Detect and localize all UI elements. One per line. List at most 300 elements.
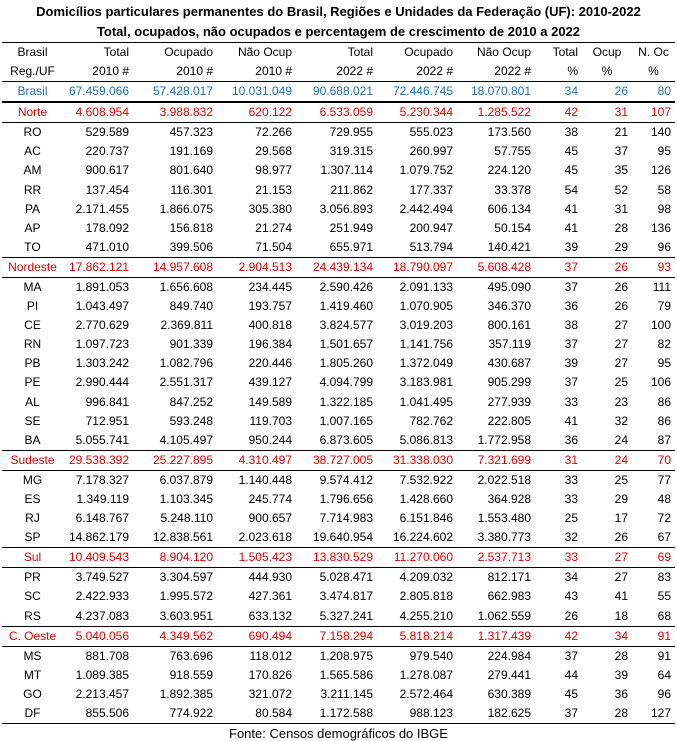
table-row <box>2 568 675 588</box>
table-cell: 39 <box>614 667 628 682</box>
row-label-cell: CE <box>24 318 41 333</box>
table-cell: 191.169 <box>169 144 213 159</box>
row-label-cell: Sudeste <box>2 450 63 470</box>
row-label-cell: MG <box>22 472 43 487</box>
table-cell: 19.640.954 <box>312 530 373 545</box>
col-header: Reg./UF <box>2 62 63 82</box>
table-cell: 83 <box>657 570 671 585</box>
table-cell: 439.127 <box>248 375 292 390</box>
table-cell: 1.892.385 <box>159 686 213 701</box>
table-row <box>2 528 675 548</box>
table-cell: 119.703 <box>249 413 292 428</box>
table-cell: 7.714.983 <box>319 511 373 526</box>
table-cell: 1.082.796 <box>159 356 213 371</box>
table-cell: 6.151.846 <box>399 511 453 526</box>
table-cell: 1.796.656 <box>319 492 373 507</box>
table-cell: 1.062.559 <box>477 608 531 623</box>
table-cell: 399.506 <box>169 239 213 254</box>
table-cell: 21.153 <box>255 182 292 197</box>
table-cell: 67 <box>657 530 671 545</box>
row-label-cell: C. Oeste <box>2 626 63 646</box>
table-cell: 96 <box>657 686 671 701</box>
table-cell: 277.939 <box>487 394 531 409</box>
table-cell: 1.089.385 <box>75 667 129 682</box>
col-header: Não Ocup <box>217 43 296 63</box>
table-cell: 3.019.203 <box>399 318 453 333</box>
table-cell: 3.183.981 <box>399 375 453 390</box>
table-cell: 800.161 <box>487 318 531 333</box>
table-cell: 513.794 <box>409 239 453 254</box>
table-cell: 6.533.059 <box>296 102 377 123</box>
table-cell: 86 <box>657 413 671 428</box>
col-header: % <box>535 62 582 82</box>
table-cell: 29.538.392 <box>63 450 133 470</box>
table-cell: 988.123 <box>377 704 457 724</box>
table-cell: 444.930 <box>248 570 292 585</box>
data-table <box>2 42 675 724</box>
table-cell: 12.838.561 <box>152 530 213 545</box>
table-cell: 44 <box>564 667 578 682</box>
row-label-cell: AM <box>23 163 42 178</box>
table-cell: 1.070.905 <box>399 299 453 314</box>
table-cell: 41 <box>564 220 578 235</box>
table-cell: 430.687 <box>487 356 531 371</box>
row-label-cell: ES <box>24 492 41 507</box>
table-cell: 100 <box>650 318 671 333</box>
col-header: 2010 # <box>63 62 133 82</box>
table-cell: 48 <box>657 492 671 507</box>
table-cell: 41 <box>564 413 578 428</box>
table-cell: 26 <box>582 82 632 103</box>
table-cell: 26 <box>614 299 628 314</box>
table-cell: 7.321.699 <box>457 450 535 470</box>
table-cell: 529.589 <box>85 125 129 140</box>
table-cell: 1.656.608 <box>159 279 213 294</box>
table-cell: 96 <box>657 239 671 254</box>
table-cell: 6.148.767 <box>75 511 129 526</box>
table-row <box>2 180 675 199</box>
table-cell: 17 <box>614 511 628 526</box>
table-cell: 80.584 <box>217 704 296 724</box>
table-cell: 137.454 <box>85 182 129 197</box>
table-cell: 10.031.049 <box>217 82 296 103</box>
table-cell: 3.749.527 <box>75 570 129 585</box>
col-header: 2022 # <box>457 62 535 82</box>
table-cell: 26 <box>582 257 632 277</box>
col-header: 2010 # <box>217 62 296 82</box>
table-cell: 979.540 <box>409 648 453 663</box>
table-cell: 2.572.464 <box>399 686 453 701</box>
brasil-row <box>2 82 675 103</box>
table-cell: 79 <box>657 299 671 314</box>
table-cell: 918.559 <box>169 667 213 682</box>
table-cell: 4.105.497 <box>159 432 213 447</box>
table-cell: 1.278.087 <box>399 667 453 682</box>
table-cell: 29 <box>614 239 628 254</box>
col-header: % <box>632 62 675 82</box>
table-cell: 93 <box>632 257 675 277</box>
header-row-1 <box>2 43 675 63</box>
table-cell: 86 <box>657 394 671 409</box>
table-cell: 37 <box>535 704 582 724</box>
table-cell: 346.370 <box>487 299 531 314</box>
table-cell: 33 <box>564 492 578 507</box>
table-cell: 234.445 <box>248 279 292 294</box>
table-cell: 39 <box>564 356 578 371</box>
table-cell: 127 <box>632 704 675 724</box>
table-cell: 126 <box>650 163 671 178</box>
table-cell: 2.551.317 <box>159 375 213 390</box>
table-cell: 1.349.119 <box>76 492 129 507</box>
table-cell: 182.625 <box>457 704 535 724</box>
table-cell: 13.830.529 <box>296 548 377 568</box>
col-header: Brasil <box>2 43 63 63</box>
table-row <box>2 123 675 143</box>
table-row <box>2 470 675 490</box>
row-label-cell: RS <box>24 608 41 623</box>
table-row <box>2 490 675 509</box>
table-cell: 1.419.460 <box>319 299 373 314</box>
region-row <box>2 102 675 123</box>
table-cell: 14.862.179 <box>68 530 129 545</box>
col-header: Total <box>535 43 582 63</box>
row-label-cell: BA <box>24 432 41 447</box>
table-cell: 18.070.801 <box>457 82 535 103</box>
table-row <box>2 412 675 431</box>
table-cell: 3.056.893 <box>319 201 373 216</box>
table-cell: 305.380 <box>248 201 292 216</box>
table-cell: 729.955 <box>329 125 373 140</box>
table-cell: 70 <box>632 450 675 470</box>
table-cell: 251.949 <box>329 220 373 235</box>
table-cell: 33 <box>564 394 578 409</box>
table-cell: 4.237.083 <box>75 608 129 623</box>
table-cell: 45 <box>564 686 578 701</box>
table-cell: 7.178.327 <box>75 472 129 487</box>
table-cell: 149.589 <box>248 394 292 409</box>
region-row <box>2 626 675 646</box>
col-header: Ocupado <box>377 43 457 63</box>
table-cell: 38 <box>564 125 578 140</box>
row-label-cell: PB <box>24 356 41 371</box>
table-cell: 24.439.134 <box>296 257 377 277</box>
table-body <box>2 82 675 724</box>
table-cell: 21 <box>614 125 628 140</box>
table-row <box>2 219 675 238</box>
col-header: Total <box>63 43 133 63</box>
row-label-cell: PR <box>24 570 41 585</box>
row-label-cell: GO <box>23 686 42 701</box>
table-cell: 140.421 <box>487 239 531 254</box>
table-cell: 3.211.145 <box>320 686 373 701</box>
table-cell: 7.532.922 <box>399 472 453 487</box>
table-cell: 118.012 <box>249 648 292 663</box>
table-cell: 32 <box>564 530 578 545</box>
table-cell: 91 <box>657 648 671 663</box>
table-cell: 27 <box>614 356 628 371</box>
table-cell: 39 <box>564 239 578 254</box>
table-cell: 2.091.133 <box>399 279 453 294</box>
table-cell: 1.772.958 <box>477 432 531 447</box>
table-cell: 173.560 <box>487 125 531 140</box>
row-label-cell: AC <box>24 144 41 159</box>
table-cell: 1.307.114 <box>320 163 373 178</box>
table-cell: 29 <box>614 492 628 507</box>
table-cell: 5.327.241 <box>319 608 373 623</box>
table-cell: 782.762 <box>409 413 453 428</box>
table-row <box>2 316 675 335</box>
table-cell: 220.737 <box>85 144 129 159</box>
row-label-cell: Norte <box>2 102 63 123</box>
table-cell: 36 <box>564 299 578 314</box>
table-row <box>2 704 675 724</box>
table-cell: 37 <box>614 144 628 159</box>
table-cell: 1.007.165 <box>319 413 373 428</box>
table-cell: 91 <box>632 626 675 646</box>
table-row <box>2 161 675 180</box>
col-header: Não Ocup <box>457 43 535 63</box>
table-row <box>2 297 675 316</box>
table-cell: 36 <box>564 432 578 447</box>
table-row <box>2 373 675 392</box>
table-cell: 72 <box>657 511 671 526</box>
col-header: Ocupado <box>133 43 217 63</box>
table-cell: 33.378 <box>494 182 531 197</box>
row-label-cell: Sul <box>2 548 63 568</box>
table-cell: 2.770.629 <box>75 318 129 333</box>
table-cell: 2.990.444 <box>75 375 129 390</box>
table-cell: 5.028.471 <box>319 570 373 585</box>
table-cell: 2.805.818 <box>399 589 453 604</box>
table-cell: 6.037.879 <box>159 472 213 487</box>
table-cell: 14.957.608 <box>133 257 217 277</box>
row-label-cell: RJ <box>25 511 40 526</box>
table-cell: 38 <box>564 318 578 333</box>
table-cell: 655.971 <box>329 239 373 254</box>
table-cell: 5.086.813 <box>399 432 453 447</box>
table-cell: 1.103.345 <box>159 492 213 507</box>
table-cell: 1.891.053 <box>75 279 129 294</box>
table-row <box>2 393 675 412</box>
table-cell: 1.317.439 <box>457 626 535 646</box>
table-cell: 35 <box>614 163 628 178</box>
table-cell: 111 <box>652 279 671 294</box>
table-cell: 801.640 <box>169 163 213 178</box>
table-cell: 28 <box>582 704 632 724</box>
table-cell: 662.983 <box>487 589 531 604</box>
table-cell: 1.079.752 <box>399 163 453 178</box>
table-cell: 36 <box>614 686 628 701</box>
table-cell: 177.337 <box>409 182 453 197</box>
row-label-cell: SE <box>24 413 41 428</box>
row-label-cell: RR <box>23 182 42 197</box>
table-cell: 593.248 <box>169 413 213 428</box>
table-cell: 1.553.480 <box>477 511 531 526</box>
table-cell: 630.389 <box>487 686 531 701</box>
table-cell: 55 <box>657 589 671 604</box>
table-cell: 4.349.562 <box>133 626 217 646</box>
table-cell: 80 <box>632 82 675 103</box>
table-cell: 1.097.723 <box>75 337 129 352</box>
table-cell: 42 <box>535 102 582 123</box>
table-cell: 25.227.895 <box>133 450 217 470</box>
col-header: Ocup <box>582 43 632 63</box>
table-cell: 32 <box>614 413 628 428</box>
table-cell: 220.446 <box>248 356 292 371</box>
table-cell: 71.504 <box>255 239 292 254</box>
table-cell: 17.862.121 <box>63 257 133 277</box>
table-cell: 24 <box>582 450 632 470</box>
table-cell: 106 <box>650 375 671 390</box>
table-cell: 855.506 <box>63 704 133 724</box>
table-cell: 31.338.030 <box>377 450 457 470</box>
table-row <box>2 685 675 704</box>
table-cell: 31 <box>582 102 632 123</box>
col-header: N. Oc <box>632 43 675 63</box>
table-cell: 37 <box>564 648 578 663</box>
table-cell: 64 <box>657 667 671 682</box>
table-cell: 2.904.513 <box>217 257 296 277</box>
table-cell: 37 <box>564 337 578 352</box>
table-cell: 16.224.602 <box>392 530 453 545</box>
table-cell: 1.505.423 <box>217 548 296 568</box>
table-cell: 31 <box>535 450 582 470</box>
table-row <box>2 200 675 219</box>
table-cell: 67.459.066 <box>63 82 133 103</box>
table-cell: 27 <box>582 548 632 568</box>
table-cell: 45 <box>564 144 578 159</box>
table-cell: 57.428.017 <box>133 82 217 103</box>
table-cell: 245.774 <box>248 492 292 507</box>
row-label-cell: AL <box>25 394 40 409</box>
table-cell: 2.442.494 <box>399 201 453 216</box>
table-cell: 1.208.975 <box>319 648 373 663</box>
table-cell: 1.043.497 <box>75 299 129 314</box>
table-cell: 996.841 <box>85 394 129 409</box>
table-cell: 5.608.428 <box>457 257 535 277</box>
table-cell: 774.922 <box>133 704 217 724</box>
table-cell: 5.230.344 <box>377 102 457 123</box>
table-cell: 260.997 <box>409 144 453 159</box>
table-cell: 34 <box>582 626 632 646</box>
table-cell: 77 <box>657 472 671 487</box>
row-label-cell: Nordeste <box>2 257 63 277</box>
table-cell: 2.023.618 <box>238 530 292 545</box>
table-cell: 10.409.543 <box>63 548 133 568</box>
table-cell: 6.873.605 <box>319 432 373 447</box>
col-header: 2022 # <box>377 62 457 82</box>
table-cell: 7.158.294 <box>296 626 377 646</box>
row-label-cell: MA <box>23 279 42 294</box>
table-cell: 200.947 <box>409 220 453 235</box>
table-cell: 34 <box>564 570 578 585</box>
table-cell: 95 <box>657 356 671 371</box>
table-cell: 1.565.586 <box>319 667 373 682</box>
table-row <box>2 509 675 528</box>
table-cell: 41 <box>564 201 578 216</box>
table-cell: 1.995.572 <box>159 589 213 604</box>
table-cell: 45 <box>564 163 578 178</box>
table-cell: 2.022.518 <box>477 472 531 487</box>
header-row-2 <box>2 62 675 82</box>
table-cell: 4.608.954 <box>63 102 133 123</box>
table-cell: 555.023 <box>409 125 453 140</box>
col-header: 2022 # <box>296 62 377 82</box>
table-cell: 87 <box>657 432 671 447</box>
table-cell: 4.094.799 <box>319 375 373 390</box>
table-cell: 950.244 <box>248 432 292 447</box>
table-cell: 357.119 <box>488 337 531 352</box>
row-label-cell: SC <box>24 589 41 604</box>
table-cell: 69 <box>632 548 675 568</box>
table-cell: 400.818 <box>248 318 292 333</box>
table-cell: 25 <box>614 472 628 487</box>
table-cell: 26 <box>614 279 628 294</box>
table-cell: 1.172.588 <box>296 704 377 724</box>
table-cell: 9.574.412 <box>319 472 373 487</box>
table-cell: 633.132 <box>248 608 292 623</box>
table-cell: 26 <box>564 608 578 623</box>
table-cell: 1.285.522 <box>457 102 535 123</box>
table-cell: 2.537.713 <box>457 548 535 568</box>
table-cell: 170.826 <box>248 667 292 682</box>
row-label-cell: Brasil <box>2 82 63 103</box>
table-cell: 5.248.110 <box>160 511 213 526</box>
table-cell: 2.369.811 <box>160 318 213 333</box>
row-label-cell: RO <box>23 125 42 140</box>
region-row <box>2 257 675 277</box>
table-cell: 606.134 <box>487 201 531 216</box>
table-cell: 95 <box>657 144 671 159</box>
table-cell: 31 <box>614 201 628 216</box>
table-cell: 3.474.817 <box>319 589 373 604</box>
table-cell: 3.603.951 <box>159 608 213 623</box>
row-label-cell: PE <box>24 375 41 390</box>
table-cell: 1.428.660 <box>399 492 453 507</box>
table-subtitle: Total, ocupados, não ocupados e percentagem de crescimento de 2010 a 2022 <box>96 24 581 39</box>
col-header: 2010 # <box>133 62 217 82</box>
col-header: Total <box>296 43 377 63</box>
table-cell: 222.805 <box>487 413 531 428</box>
table-cell: 3.988.832 <box>133 102 217 123</box>
table-row <box>2 354 675 373</box>
table-cell: 37 <box>564 279 578 294</box>
table-cell: 196.384 <box>248 337 292 352</box>
table-cell: 1.805.260 <box>319 356 373 371</box>
region-row <box>2 548 675 568</box>
table-cell: 90.688.021 <box>296 82 377 103</box>
table-cell: 4.209.032 <box>399 570 453 585</box>
table-cell: 54 <box>564 182 578 197</box>
table-cell: 26 <box>614 530 628 545</box>
table-cell: 27 <box>614 337 628 352</box>
table-cell: 471.010 <box>85 239 129 254</box>
table-cell: 3.380.773 <box>477 530 531 545</box>
table-cell: 900.617 <box>85 163 129 178</box>
table-cell: 21.274 <box>255 220 292 235</box>
table-cell: 178.092 <box>85 220 129 235</box>
table-cell: 712.951 <box>85 413 129 428</box>
table-cell: 33 <box>564 472 578 487</box>
table-cell: 690.494 <box>217 626 296 646</box>
table-cell: 847.252 <box>169 394 213 409</box>
table-row <box>2 666 675 685</box>
table-cell: 57.755 <box>494 144 531 159</box>
table-cell: 98.977 <box>255 163 292 178</box>
table-cell: 1.372.049 <box>399 356 453 371</box>
table-cell: 28 <box>614 220 628 235</box>
table-cell: 364.928 <box>487 492 531 507</box>
